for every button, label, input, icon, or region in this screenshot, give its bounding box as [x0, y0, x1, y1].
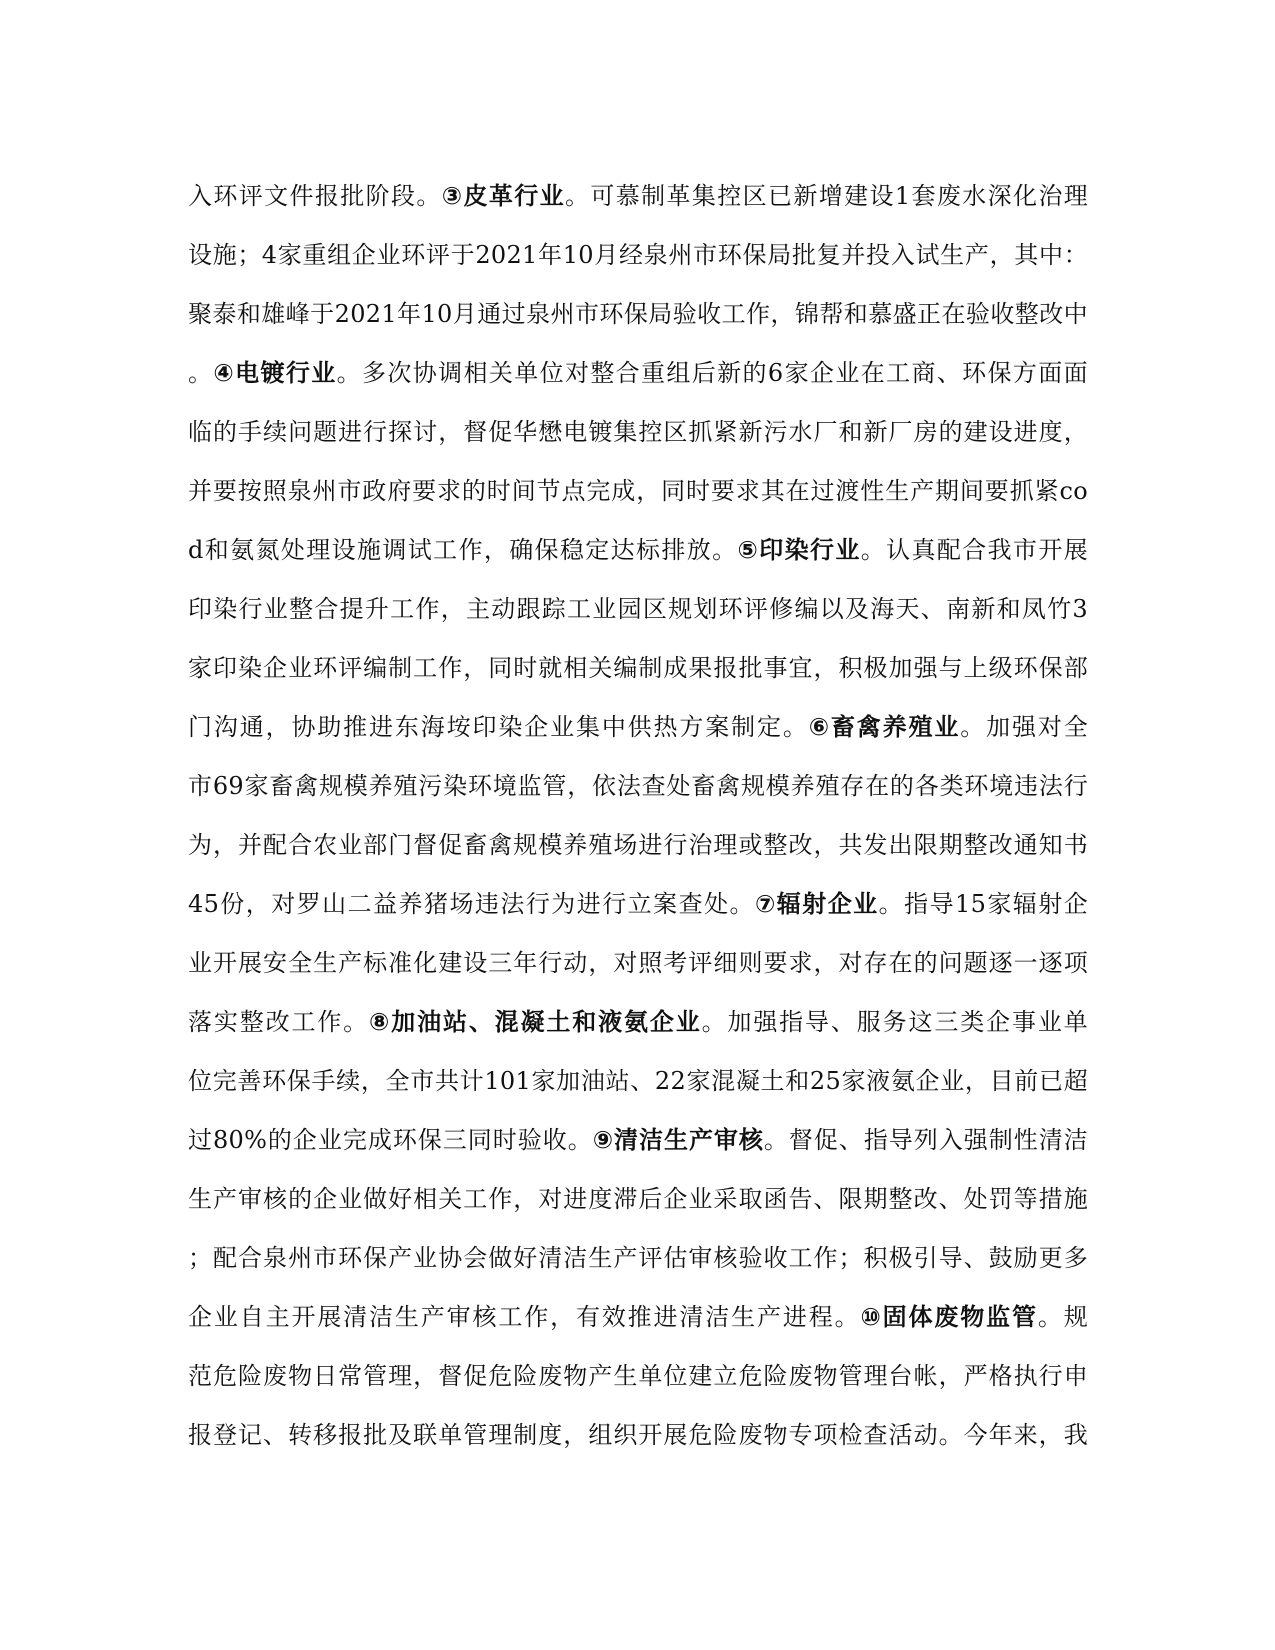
text-segment: 生产审核的企业做好相关工作，对进度滞后企业采取函告、限期整改、处罚等措施	[188, 1185, 1088, 1213]
text-segment: 门沟通，协助推进东海垵印染企业集中供热方案制定。	[188, 713, 809, 741]
section-heading: ⑤印染行业	[737, 536, 861, 564]
text-line	[188, 580, 1088, 639]
text-segment: 。可慕制革集控区已新增建设1套废水深化治理	[564, 182, 1089, 210]
text-segment: 。加强对全	[960, 713, 1089, 741]
text-line	[188, 816, 1088, 875]
text-segment: 聚泰和雄峰于2021年10月通过泉州市环保局验收工作，锦帮和慕盛正在验收整改中	[188, 300, 1088, 328]
text-line	[188, 1288, 1088, 1347]
text-segment: 企业自主开展清洁生产审核工作，有效推进清洁生产进程。	[188, 1303, 861, 1331]
text-segment: ；配合泉州市环保产业协会做好清洁生产评估审核验收工作；积极引导、鼓励更多	[188, 1244, 1088, 1272]
text-line	[188, 875, 1088, 934]
text-segment: 市69家畜禽规模养殖污染环境监管，依法查处畜禽规模养殖存在的各类环境违法行	[188, 772, 1088, 800]
body-text	[188, 167, 1088, 1465]
text-segment: 业开展安全生产标准化建设三年行动，对照考评细则要求，对存在的问题逐一逐项	[188, 949, 1088, 977]
text-line	[188, 993, 1088, 1052]
text-line	[188, 639, 1088, 698]
text-segment: 45份，对罗山二益养猪场违法行为进行立案查处。	[188, 890, 755, 918]
text-line	[188, 1229, 1088, 1288]
text-segment: 临的手续问题进行探讨，督促华懋电镀集控区抓紧新污水厂和新厂房的建设进度，	[188, 418, 1088, 446]
text-line	[188, 1406, 1088, 1465]
text-line	[188, 1170, 1088, 1229]
text-line	[188, 1052, 1088, 1111]
text-line	[188, 521, 1088, 580]
text-segment: 并要按照泉州市政府要求的时间节点完成，同时要求其在过渡性生产期间要抓紧co	[188, 477, 1088, 505]
section-heading: ⑩固体废物监管	[860, 1303, 1038, 1331]
text-line	[188, 698, 1088, 757]
text-segment: 。指导15家辐射企	[878, 890, 1089, 918]
section-heading: ⑥畜禽养殖业	[808, 713, 961, 741]
text-segment: 设施；4家重组企业环评于2021年10月经泉州市环保局批复并投入试生产，其中：	[188, 241, 1088, 269]
text-segment: d和氨氮处理设施调试工作，确保稳定达标排放。	[188, 536, 738, 564]
section-heading: ④电镀行业	[213, 359, 337, 387]
text-line	[188, 167, 1088, 226]
text-segment: 报登记、转移报批及联单管理制度，组织开展危险废物专项检查活动。今年来，我	[188, 1421, 1088, 1449]
text-segment: 。多次协调相关单位对整合重组后新的6家企业在工商、环保方面面	[336, 359, 1088, 387]
text-line	[188, 403, 1088, 462]
text-segment: 印染行业整合提升工作，主动跟踪工业园区规划环评修编以及海天、南新和凤竹3	[188, 595, 1088, 623]
text-line	[188, 1111, 1088, 1170]
text-segment: 。督促、指导列入强制性清洁	[763, 1126, 1088, 1154]
text-line	[188, 462, 1088, 521]
text-segment: 。加强指导、服务这三类企事业单	[701, 1008, 1088, 1036]
section-heading: ③皮革行业	[441, 182, 565, 210]
text-segment: 。规	[1037, 1303, 1088, 1331]
text-line	[188, 1347, 1088, 1406]
section-heading: ⑨清洁生产审核	[592, 1126, 764, 1154]
text-segment: 家印染企业环评编制工作，同时就相关编制成果报批事宜，积极加强与上级环保部	[188, 654, 1088, 682]
text-segment: 位完善环保手续，全市共计101家加油站、22家混凝土和25家液氨企业，目前已超	[188, 1067, 1088, 1095]
section-heading: ⑦辐射企业	[755, 890, 879, 918]
text-segment: 落实整改工作。	[188, 1008, 370, 1036]
text-line	[188, 344, 1088, 403]
text-segment: 入环评文件报批阶段。	[188, 182, 442, 210]
text-segment: 为，并配合农业部门督促畜禽规模养殖场进行治理或整改，共发出限期整改通知书	[188, 831, 1088, 859]
text-segment: 过80%的企业完成环保三同时验收。	[188, 1126, 593, 1154]
text-segment: 。	[188, 359, 214, 387]
text-segment: 范危险废物日常管理，督促危险废物产生单位建立危险废物管理台帐，严格执行申	[188, 1362, 1088, 1390]
section-heading: ⑧加油站、混凝土和液氨企业	[369, 1008, 702, 1036]
text-line	[188, 934, 1088, 993]
text-line	[188, 757, 1088, 816]
text-line	[188, 226, 1088, 285]
text-line	[188, 285, 1088, 344]
text-segment: 。认真配合我市开展	[860, 536, 1089, 564]
